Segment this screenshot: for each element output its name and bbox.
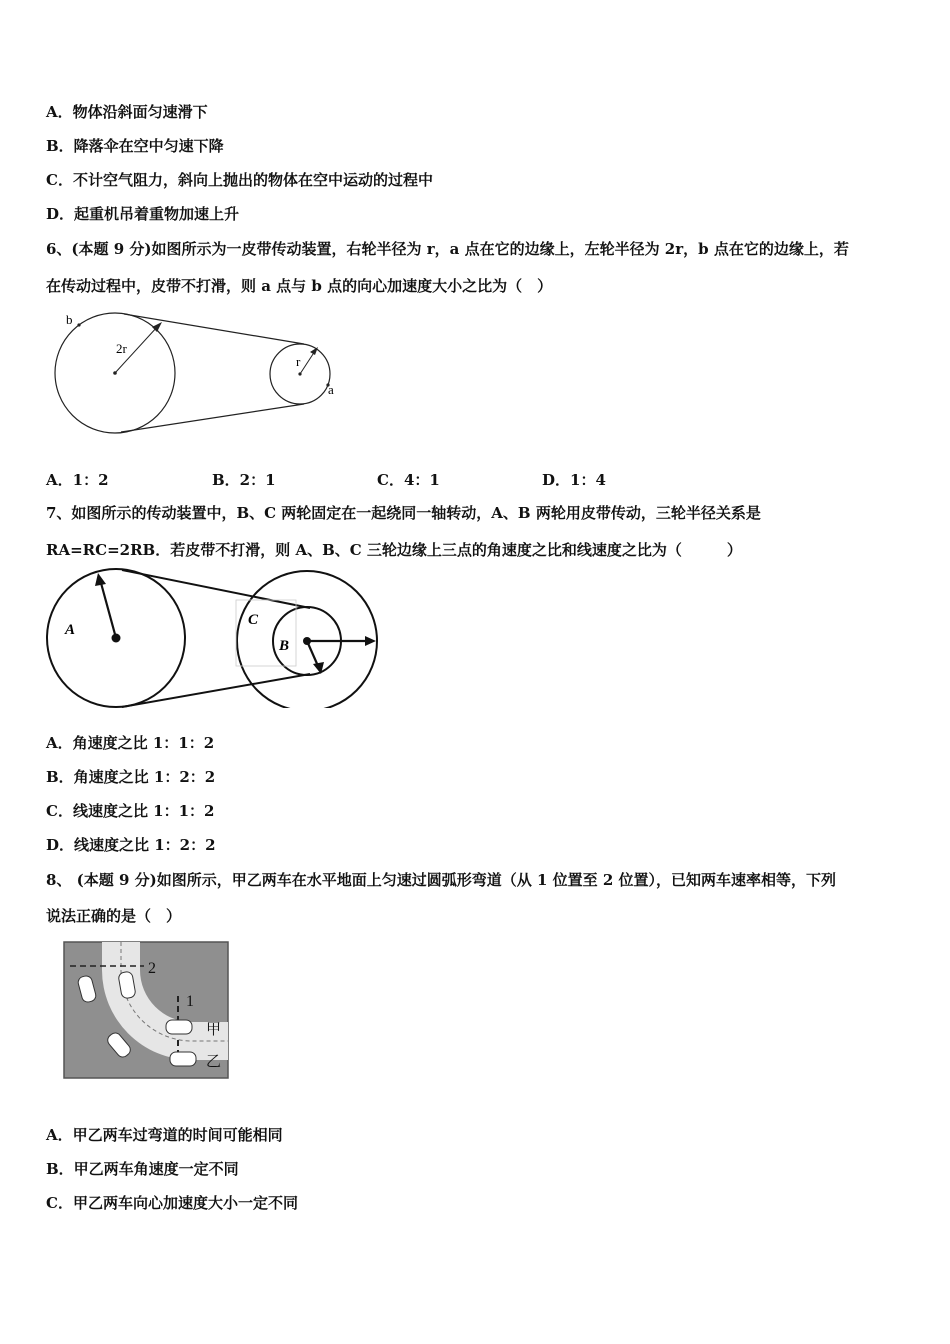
- q7-label-b: B: [279, 638, 290, 654]
- q6-option-c: C．4：1: [377, 471, 440, 489]
- q7-three-wheel-figure: [40, 568, 380, 708]
- q6-label-2r: 2r: [116, 341, 127, 356]
- q7-stem-line2: RA=RC=2RB．若皮带不打滑，则 A、B、C 三轮边缘上三点的角速度之比和线速度之比为（ ）: [46, 541, 742, 559]
- q7-option-b: B．角速度之比 1：2：2: [46, 768, 216, 786]
- q6-option-a: A．1：2: [46, 471, 109, 489]
- q8-label-position-1: 1: [186, 993, 194, 1010]
- q6-option-d: D．1：4: [542, 471, 606, 489]
- q8-stem-line1: 8、 (本题 9 分)如图所示，甲乙两车在水平地面上匀速过圆弧形弯道（从 1 位置至 2 位置），已知两车速率相等，下列: [46, 871, 837, 889]
- q6-label-r: r: [296, 354, 301, 369]
- q7-option-c: C．线速度之比 1：1：2: [46, 802, 215, 820]
- q6-label-b: b: [66, 312, 73, 327]
- q8-label-yi: 乙: [206, 1052, 222, 1070]
- q5-option-b: B．降落伞在空中匀速下降: [46, 137, 224, 155]
- q8-label-jia: 甲: [206, 1020, 222, 1038]
- q7-label-a: A: [65, 622, 76, 638]
- q8-label-position-2: 2: [148, 960, 156, 977]
- q6-stem-line2: 在传动过程中，皮带不打滑，则 a 点与 b 点的向心加速度大小之比为（ ）: [46, 277, 553, 295]
- q6-label-a: a: [328, 382, 334, 397]
- q7-label-c: C: [248, 612, 259, 628]
- q5-option-c: C．不计空气阻力，斜向上抛出的物体在空中运动的过程中: [46, 171, 433, 189]
- q6-stem-line1: 6、(本题 9 分)如图所示为一皮带传动装置，右轮半径为 r，a 点在它的边缘上，左轮半径为 2r，b 点在它的边缘上，若: [46, 240, 849, 258]
- q7-option-a: A．角速度之比 1：1：2: [46, 734, 215, 752]
- q5-option-d: D．起重机吊着重物加速上升: [46, 205, 240, 223]
- q8-option-b: B．甲乙两车角速度一定不同: [46, 1160, 239, 1178]
- q8-option-c: C．甲乙两车向心加速度大小一定不同: [46, 1194, 298, 1212]
- q8-option-a: A．甲乙两车过弯道的时间可能相同: [46, 1126, 283, 1144]
- q7-stem-line1: 7、如图所示的传动装置中，B、C 两轮固定在一起绕同一轴转动，A、B 两轮用皮带传动，三轮半径关系是: [46, 504, 761, 522]
- q6-option-b: B．2：1: [212, 471, 276, 489]
- q6-belt-pulley-figure: [46, 306, 346, 441]
- q8-stem-line2: 说法正确的是（ ）: [46, 907, 182, 925]
- q5-option-a: A．物体沿斜面匀速滑下: [46, 103, 208, 121]
- q8-curved-road-figure: [62, 940, 232, 1082]
- q7-option-d: D．线速度之比 1：2：2: [46, 836, 216, 854]
